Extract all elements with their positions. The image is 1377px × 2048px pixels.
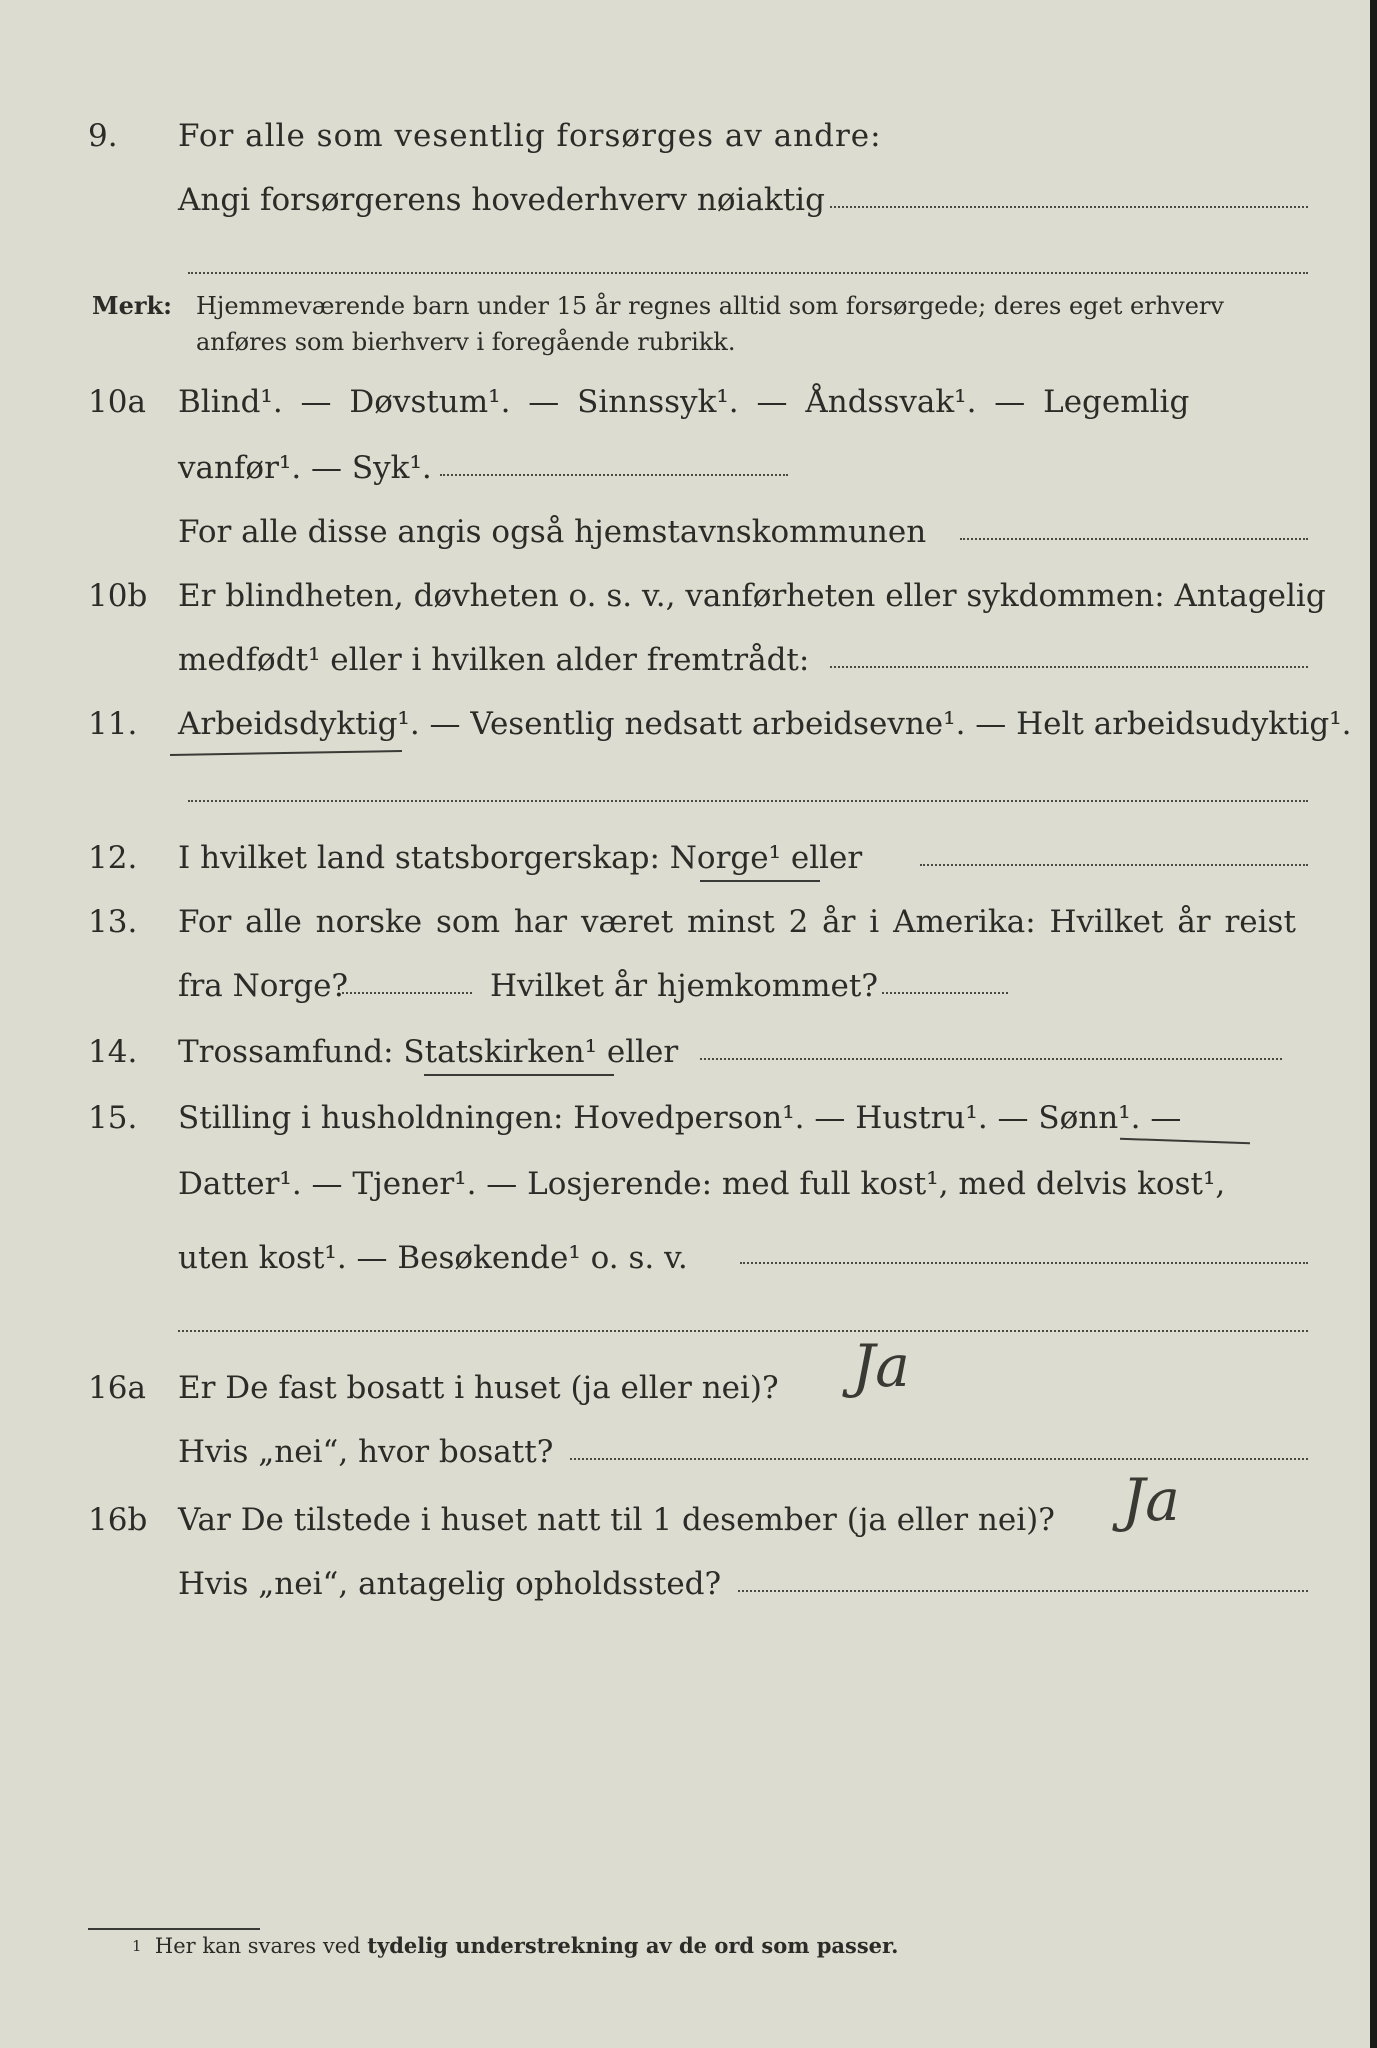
q16a-line2: Hvis „nei“, hvor bosatt? <box>178 1434 554 1470</box>
footnote-text: Her kan svares ved <box>154 1934 368 1958</box>
q14-label: Trossamfund: <box>178 1034 404 1070</box>
q10a-number: 10a <box>88 384 146 420</box>
q14-line <box>178 1032 678 1072</box>
footnote <box>132 1932 899 1960</box>
q10b-answer-line <box>830 666 1308 668</box>
q12-handwritten-underline <box>700 880 820 882</box>
q15-answer-line <box>740 1262 1308 1264</box>
q16a-line1: Er De fast bosatt i huset (ja eller nei)? <box>178 1370 779 1406</box>
q14-answer-line <box>700 1058 1282 1060</box>
q15-number: 15. <box>88 1100 138 1136</box>
q16b-number: 16b <box>88 1502 148 1538</box>
scan-edge <box>1370 0 1377 2048</box>
q16b-answer-line <box>738 1590 1308 1592</box>
q10b-line1: Er blindheten, døvheten o. s. v., vanførheten eller sykdommen: Antagelig <box>178 578 1326 614</box>
merk-label: Merk: <box>92 291 172 320</box>
q12-label: I hvilket land statsborgerskap: <box>178 840 670 876</box>
q13-hjemkommet-line <box>882 992 1008 994</box>
q15-line2: Datter¹. — Tjener¹. — Losjerende: med full kost¹, med delvis kost¹, <box>178 1166 1226 1202</box>
q10a-line2: vanfør¹. — Syk¹. <box>178 450 432 486</box>
q12-answer-line <box>920 864 1308 866</box>
footnote-mark: 1 <box>132 1937 142 1955</box>
q13-number: 13. <box>88 904 138 940</box>
q10b-line2: medfødt¹ eller i hvilken alder fremtrådt: <box>178 642 810 678</box>
q16b-handwritten-answer: Ja <box>1122 1466 1180 1534</box>
q16b-line1: Var De tilstede i huset natt til 1 desember (ja eller nei)? <box>178 1502 1055 1538</box>
q15-handwritten-underline <box>1120 1138 1250 1145</box>
q13-line2b: Hvilket år hjemkommet? <box>490 968 878 1004</box>
q11-other-options: — Vesentlig nedsatt arbeidsevne¹. — Helt arbeidsudyktig¹. <box>419 706 1352 742</box>
q15-answer-line-2 <box>178 1330 1308 1332</box>
q11-underlined-option: Arbeidsdyktig¹. <box>178 706 420 742</box>
q15-line1 <box>178 1098 1181 1138</box>
q15-dash: — <box>1140 1100 1182 1136</box>
q16a-handwritten-answer: Ja <box>852 1332 910 1400</box>
q15-line3: uten kost¹. — Besøkende¹ o. s. v. <box>178 1240 688 1276</box>
q14-underlined-option: Statskirken¹ <box>403 1034 597 1070</box>
q14-number: 14. <box>88 1034 138 1070</box>
merk-line1: Hjemmeværende barn under 15 år regnes alltid som forsørgede; deres eget erhverv <box>196 292 1224 320</box>
q9-answer-line <box>830 206 1308 208</box>
q13-reist-line <box>342 992 472 994</box>
q12-number: 12. <box>88 840 138 876</box>
q9-number: 9. <box>88 118 118 154</box>
q15-options-a: Stilling i husholdningen: Hovedperson¹. — Hustru¹. — <box>178 1100 1039 1136</box>
q10a-line3: For alle disse angis også hjemstavnskommunen <box>178 514 927 550</box>
q10a-answer-line <box>440 474 788 476</box>
q14-handwritten-underline <box>424 1074 614 1076</box>
q10a-line1: Blind¹. — Døvstum¹. — Sinnssyk¹. — Åndssvak¹. — Legemlig <box>178 384 1190 420</box>
q13-line2a: fra Norge? <box>178 968 349 1004</box>
q16a-number: 16a <box>88 1370 146 1406</box>
q10a-kommune-line <box>960 538 1308 540</box>
q16a-answer-line <box>570 1458 1308 1460</box>
q11-answer-line <box>188 800 1308 802</box>
q16b-line2: Hvis „nei“, antagelig opholdssted? <box>178 1566 722 1602</box>
q14-eller: eller <box>597 1034 679 1070</box>
q13-line1: For alle norske som har været minst 2 år i Amerika: Hvilket år reist <box>178 904 1296 940</box>
q15-underlined-option: Sønn¹. <box>1038 1100 1141 1136</box>
q9-line1: For alle som vesentlig forsørges av andre: <box>178 118 882 154</box>
q9-answer-line-2 <box>188 272 1308 274</box>
q11-number: 11. <box>88 706 138 742</box>
q12-line <box>178 838 862 878</box>
q10b-number: 10b <box>88 578 148 614</box>
merk-line2: anføres som bierhverv i foregående rubrikk. <box>196 328 736 356</box>
footnote-bold-text: tydelig understrekning av de ord som passer. <box>367 1933 899 1958</box>
q12-underlined-option: Norge¹ <box>669 840 782 876</box>
q9-line2: Angi forsørgerens hovederhverv nøiaktig <box>178 182 825 218</box>
q12-eller: eller <box>781 840 863 876</box>
q11-handwritten-underline <box>170 750 402 756</box>
footnote-rule <box>88 1928 260 1930</box>
q11-line <box>178 704 1352 744</box>
